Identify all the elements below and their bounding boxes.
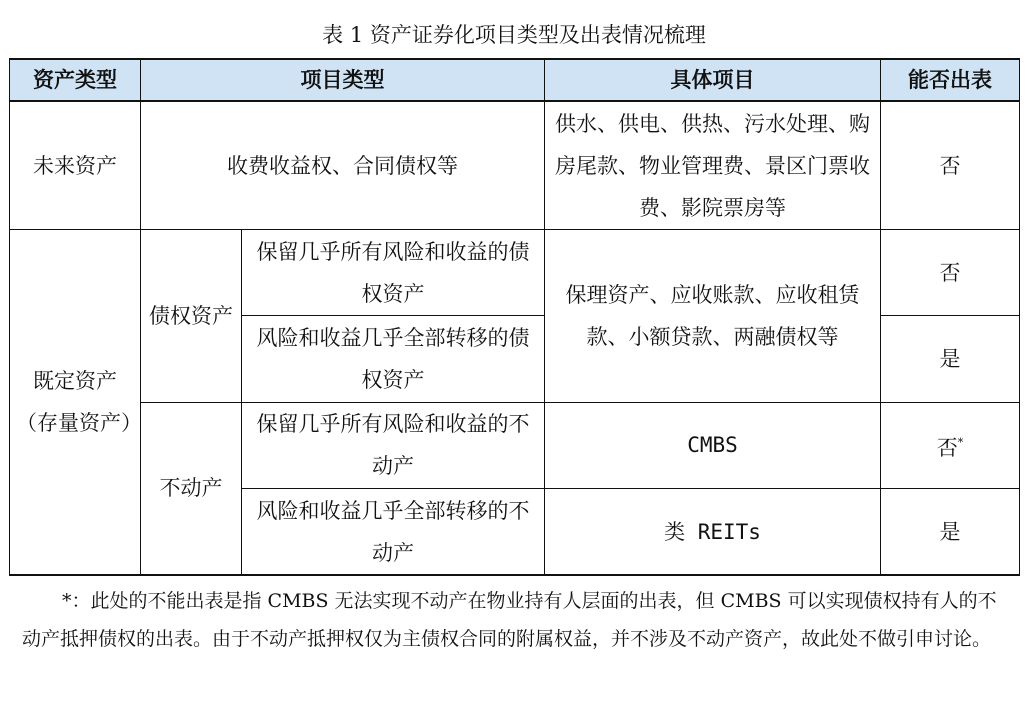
table-header-row [10,59,1020,101]
debt-transfer-type-cell: 风险和收益几乎全部转移的债权资产 [242,316,545,402]
debt-category-cell: 债权资产 [141,230,242,403]
re-retain-type-cell: 保留几乎所有风险和收益的不动产 [242,402,545,488]
debt-retain-type-cell: 保留几乎所有风险和收益的债权资产 [242,230,545,316]
table-footnote: *：此处的不能出表是指 CMBS 无法实现不动产在物业持有人层面的出表，但 CMBS 可以实现债权持有人的不动产抵押债权的出表。由于不动产抵押权仅为主债权合同的附属权益，并不涉及不动产资产，故此处不做引申讨论。 [22,590,997,650]
header-asset-type: 资产类型 [10,59,141,101]
future-asset-cell: 未来资产 [10,101,141,229]
table-row [10,101,1020,229]
future-project-type-cell: 收费收益权、合同债权等 [141,101,545,229]
re-transfer-items-cell: 类 REITs [545,489,881,575]
re-transfer-result-cell: 是 [881,489,1020,575]
re-transfer-type-cell: 风险和收益几乎全部转移的不动产 [242,489,545,575]
header-specific-items: 具体项目 [545,59,881,101]
re-retain-items-cell: CMBS [545,402,881,488]
existing-asset-cell: 既定资产（存量资产） [10,230,141,575]
future-result-cell: 否 [881,101,1020,229]
debt-transfer-result-cell: 是 [881,316,1020,402]
header-off-balance: 能否出表 [881,59,1020,101]
header-project-type: 项目类型 [141,59,545,101]
debt-retain-result-cell: 否 [881,230,1020,316]
future-items-cell: 供水、供电、供热、污水处理、购房尾款、物业管理费、景区门票收费、影院票房等 [545,101,881,229]
re-retain-result: 否 [936,435,958,460]
asset-securitization-table [9,58,1020,576]
footnote-marker: * [957,435,964,449]
re-retain-result-cell [881,402,1020,488]
table-row [10,402,1020,488]
real-estate-category-cell: 不动产 [141,402,242,575]
table-row [10,230,1020,316]
table-caption: 表 1 资产证券化项目类型及出表情况梳理 [322,23,706,47]
debt-items-cell: 保理资产、应收账款、应收租赁款、小额贷款、两融债权等 [545,230,881,403]
